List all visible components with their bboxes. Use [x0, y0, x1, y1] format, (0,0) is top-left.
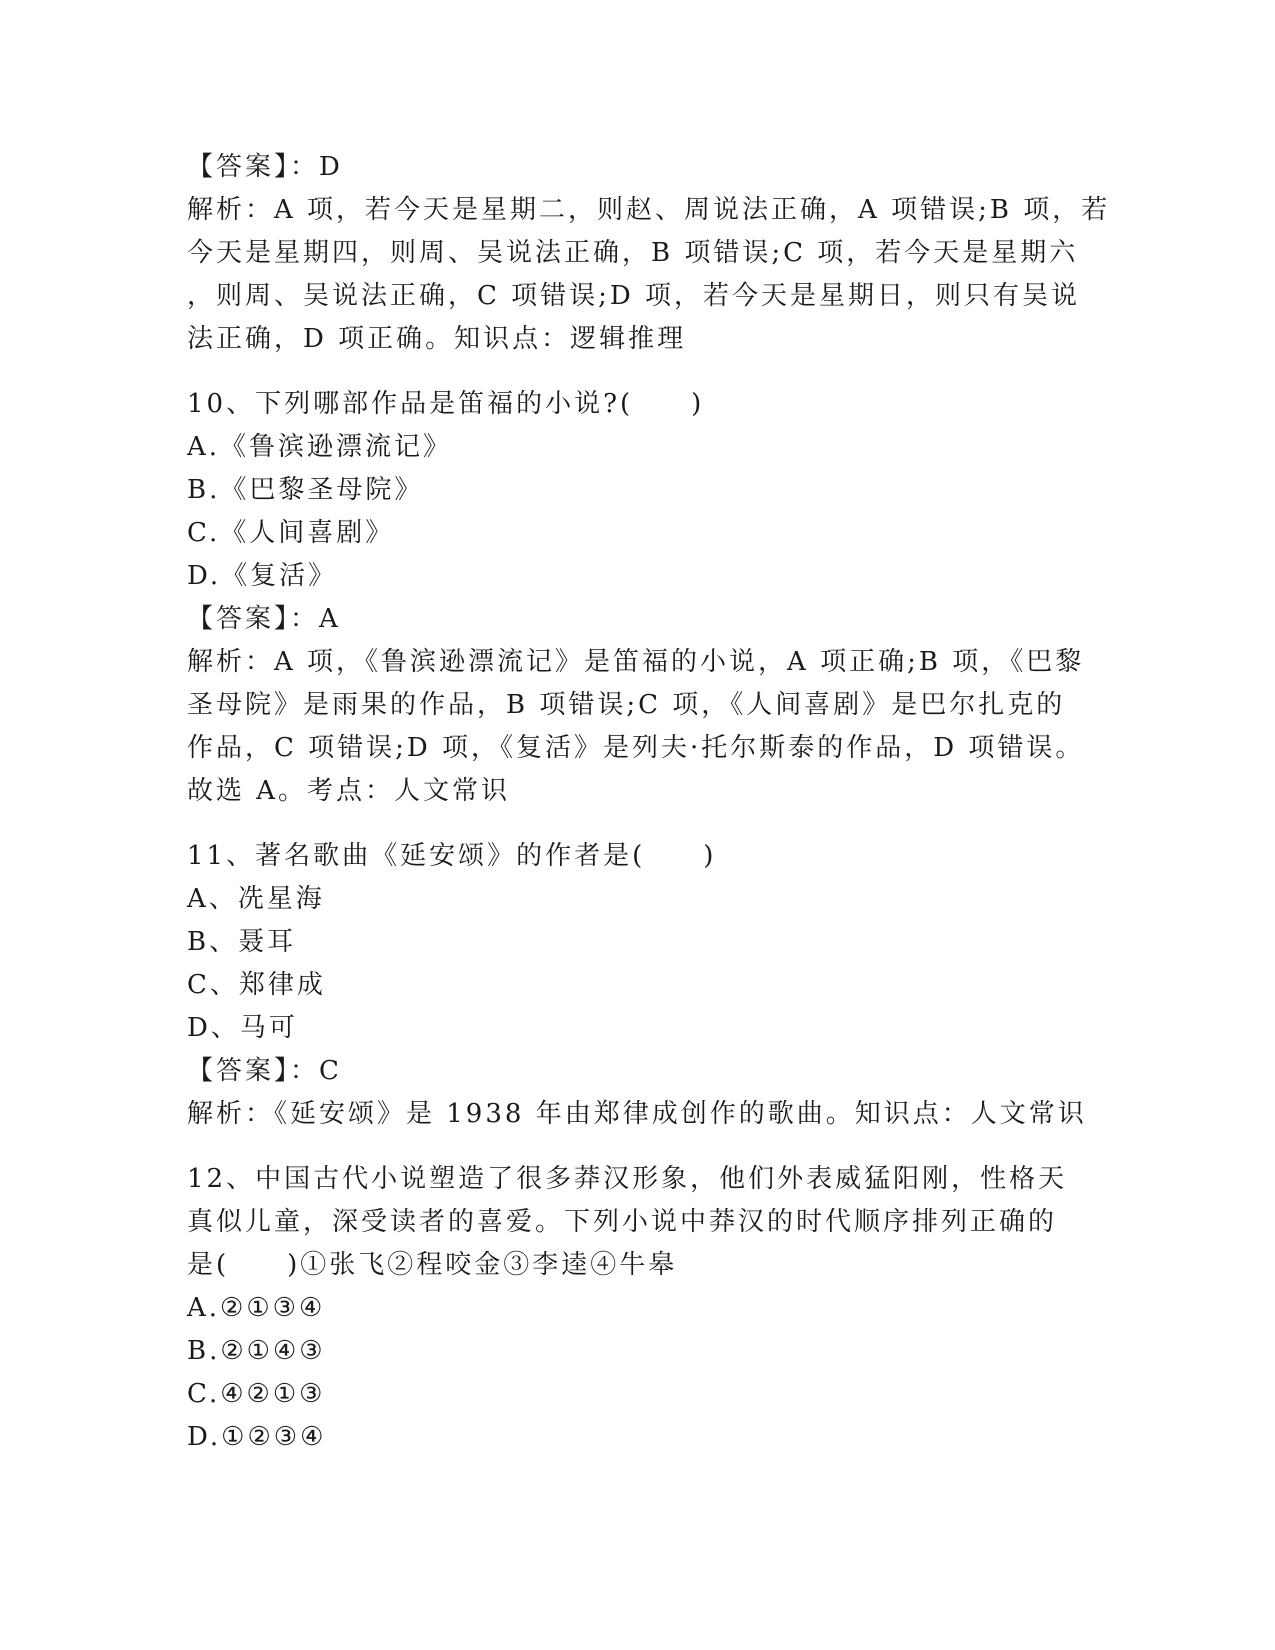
option-c: C、郑律成 [187, 970, 326, 1000]
answer-line: 【答案】：A [187, 604, 341, 634]
analysis-line: 解析：A 项，《鲁滨逊漂流记》是笛福的小说，A 项正确;B 项，《巴黎 [187, 647, 1085, 677]
question-text: 是( )①张飞②程咬金③李逵④牛皋 [187, 1250, 678, 1280]
question-11 [187, 835, 1087, 1136]
option-d: D、马可 [187, 1013, 298, 1043]
answer-line: 【答案】：C [187, 1056, 342, 1086]
option-a: A、冼星海 [187, 884, 325, 914]
question-9-tail [187, 146, 1111, 361]
analysis-line: 今天是星期四，则周、吴说法正确，B 项错误;C 项，若今天是星期六 [187, 238, 1079, 268]
analysis-line: 法正确，D 项正确。知识点：逻辑推理 [187, 324, 687, 354]
question-text: 真似儿童，深受读者的喜爱。下列小说中莽汉的时代顺序排列正确的 [187, 1207, 1058, 1237]
option-a: A.《鲁滨逊漂流记》 [187, 432, 453, 462]
option-b: B、聂耳 [187, 927, 297, 957]
option-d: D.《复活》 [187, 561, 338, 591]
option-c: C.《人间喜剧》 [187, 518, 395, 548]
spacer [187, 1136, 1087, 1158]
analysis-line: 故选 A。考点：人文常识 [187, 776, 511, 806]
question-text: 11、著名歌曲《延安颂》的作者是( ) [187, 841, 717, 871]
analysis-line: ，则周、吴说法正确，C 项错误;D 项，若今天是星期日，则只有吴说 [187, 281, 1081, 311]
analysis-line: 解析：A 项，若今天是星期二，则赵、周说法正确，A 项错误;B 项，若 [187, 195, 1111, 225]
option-b: B.《巴黎圣母院》 [187, 475, 424, 505]
document-page [187, 146, 1111, 1459]
option-d: D.①②③④ [187, 1422, 327, 1452]
question-10 [187, 383, 1087, 813]
answer-line: 【答案】：D [187, 152, 343, 182]
question-12 [187, 1158, 1087, 1459]
option-c: C.④②①③ [187, 1379, 326, 1409]
spacer [187, 361, 1087, 383]
analysis-line: 解析：《延安颂》是 1938 年由郑律成创作的歌曲。知识点：人文常识 [187, 1099, 1087, 1129]
analysis-line: 圣母院》是雨果的作品，B 项错误;C 项，《人间喜剧》是巴尔扎克的 [187, 690, 1066, 720]
question-text: 12、中国古代小说塑造了很多莽汉形象，他们外表威猛阳刚，性格天 [187, 1164, 1068, 1194]
spacer [187, 813, 1087, 835]
option-b: B.②①④③ [187, 1336, 326, 1366]
analysis-line: 作品，C 项错误;D 项，《复活》是列夫·托尔斯泰的作品，D 项错误。 [187, 733, 1085, 763]
question-text: 10、下列哪部作品是笛福的小说?( ) [187, 389, 705, 419]
option-a: A.②①③④ [187, 1293, 326, 1323]
